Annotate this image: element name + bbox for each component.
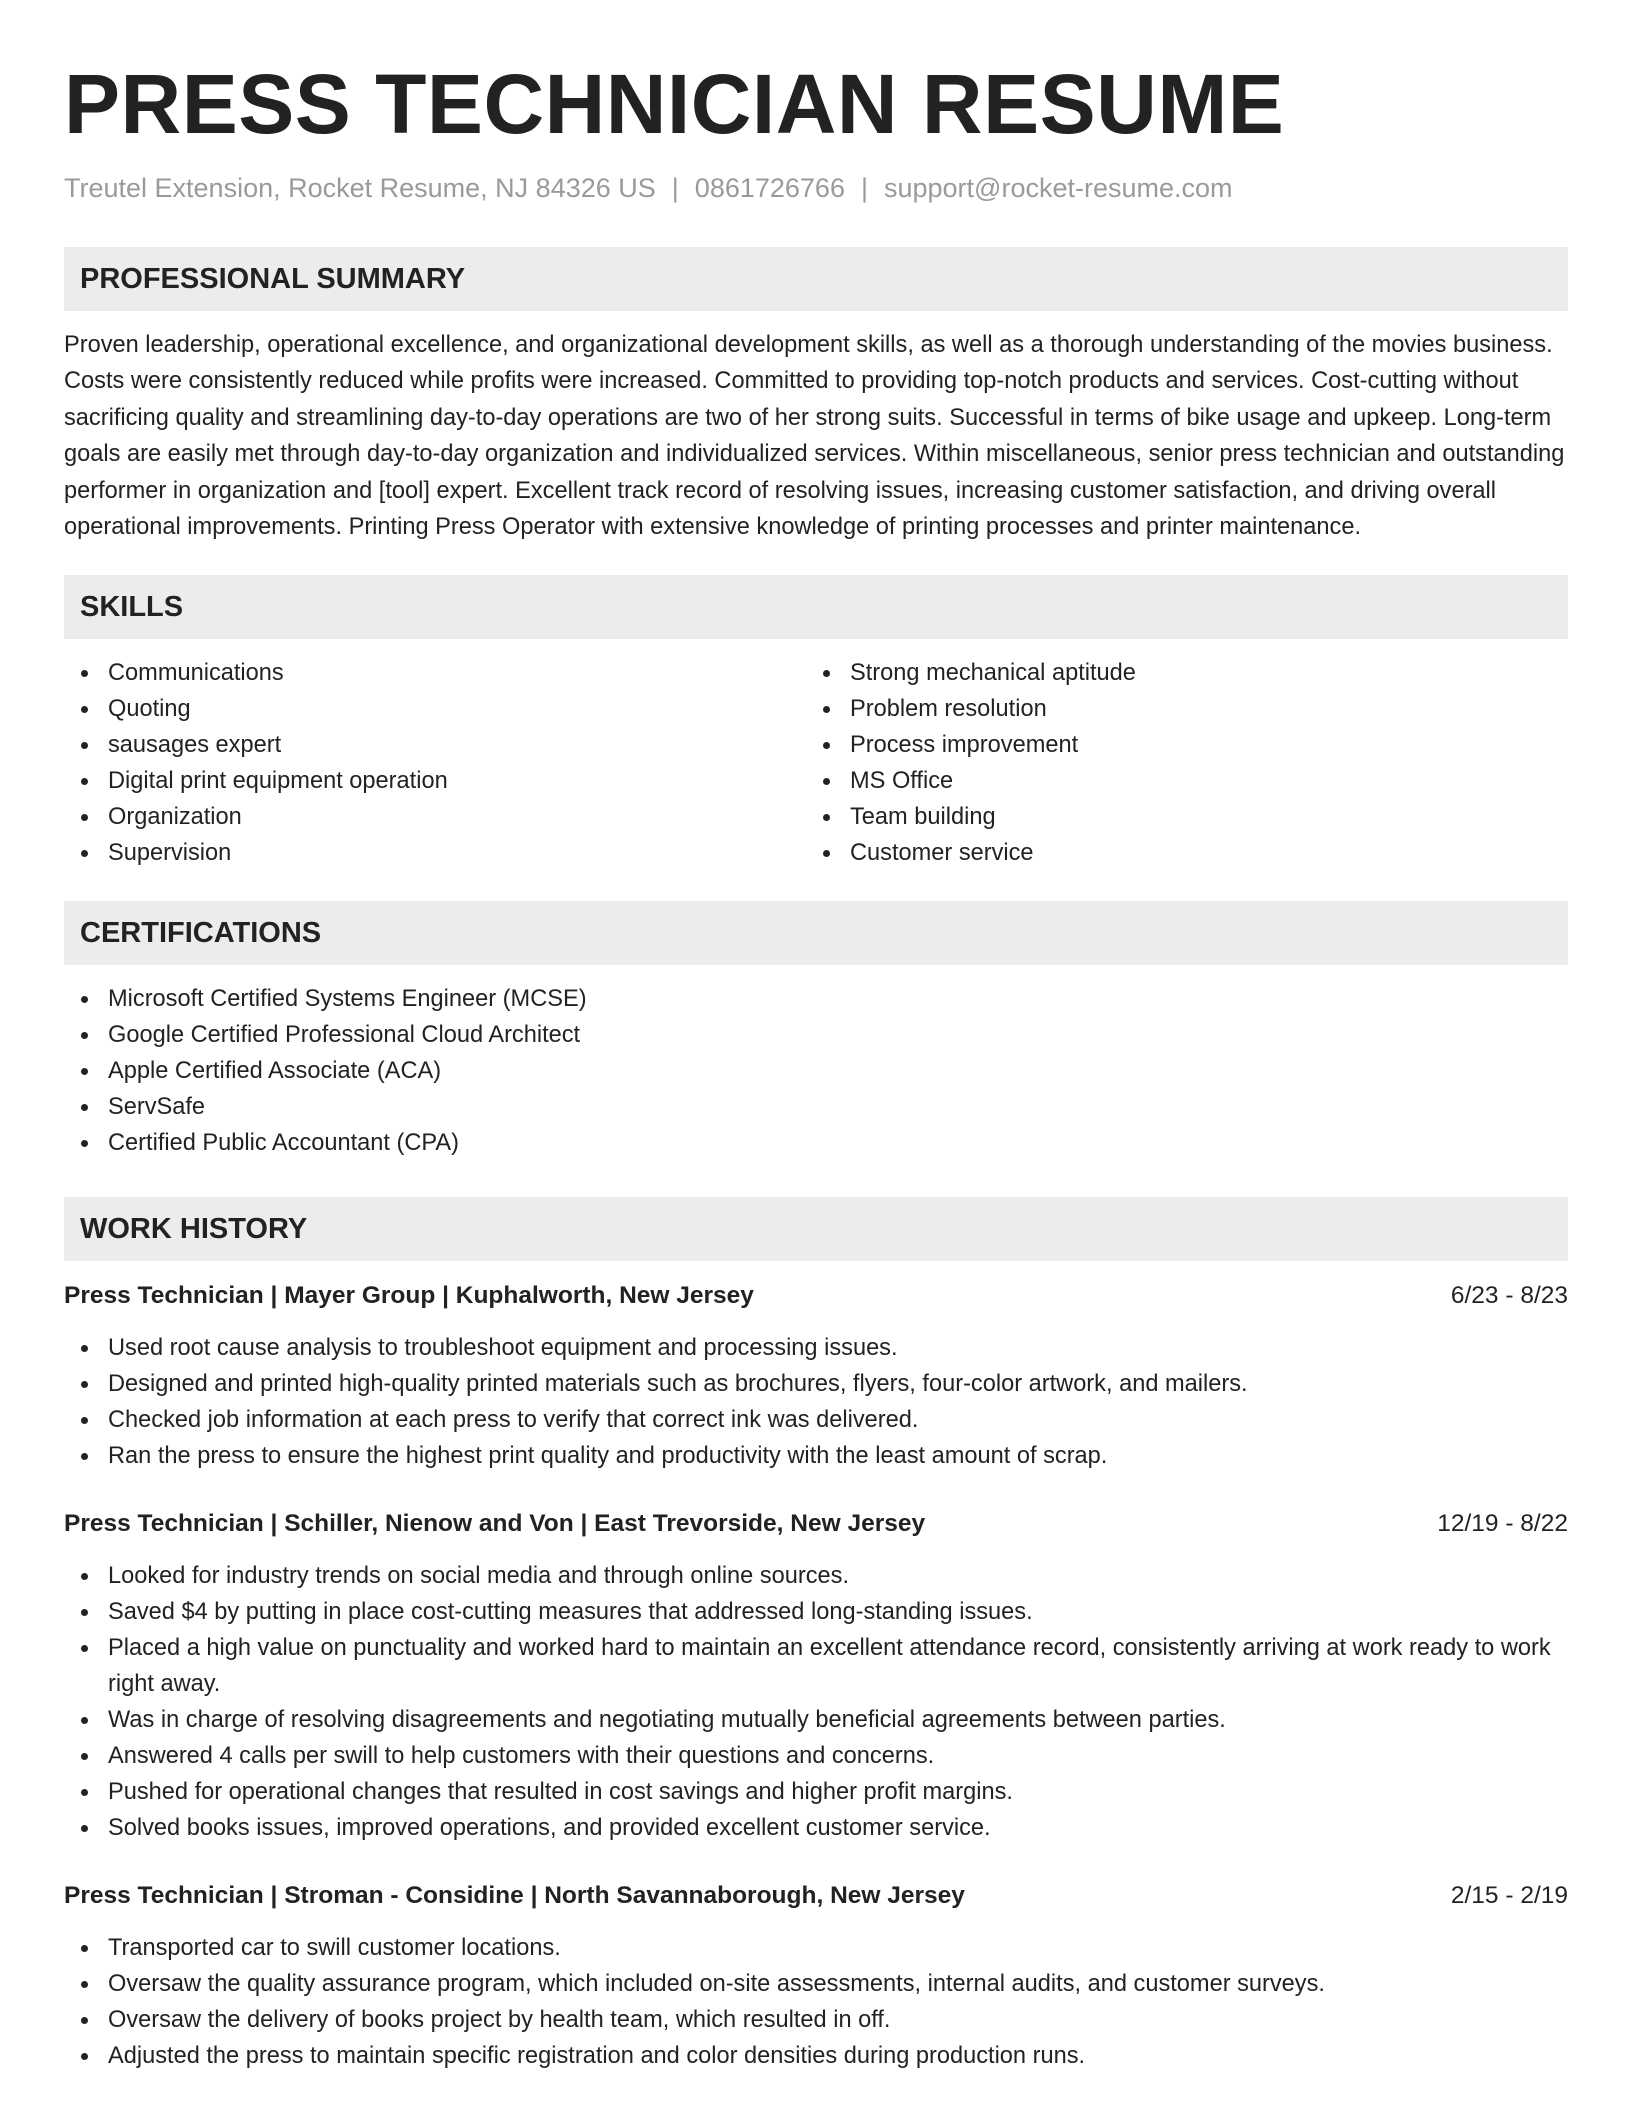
contact-separator: | xyxy=(671,173,679,203)
skill-item: Customer service xyxy=(806,835,1548,871)
job-entry xyxy=(64,1878,1568,2074)
summary-section xyxy=(64,247,1568,545)
job-bullet: Looked for industry trends on social media and through online sources. xyxy=(64,1558,1568,1594)
contact-line xyxy=(64,168,1568,208)
job-bullet: Answered 4 calls per swill to help customers with their questions and concerns. xyxy=(64,1738,1568,1774)
summary-text: Proven leadership, operational excellence, and organizational development skills, as well as a thorough understanding of the movies business. Costs were consistently reduced while profits were increased. Committed to providing top-notch products and services. Cost-cutting without sacrificing quality and streamlining day-to-day operations are two of her strong suits. Successful in terms of bike usage and upkeep. Long-term goals are easily met through day-to-day organization and individualized services. Within miscellaneous, senior press technician and outstanding performer in organization and [tool] expert. Excellent track record of resolving issues, increasing customer satisfaction, and driving overall operational improvements. Printing Press Operator with extensive knowledge of printing processes and printer maintenance. xyxy=(64,332,1565,541)
certifications-heading: CERTIFICATIONS xyxy=(64,901,1568,965)
job-title: Press Technician | Schiller, Nienow and Von | East Trevorside, New Jersey xyxy=(64,1510,926,1538)
skill-item: Process improvement xyxy=(806,727,1548,763)
job-bullet: Checked job information at each press to verify that correct ink was delivered. xyxy=(64,1402,1568,1438)
certification-item: ServSafe xyxy=(64,1089,1568,1125)
work-history-heading: WORK HISTORY xyxy=(64,1197,1568,1261)
job-header xyxy=(64,1878,1568,1914)
job-bullet: Transported car to swill customer locations. xyxy=(64,1930,1568,1966)
job-bullet: Oversaw the delivery of books project by health team, which resulted in off. xyxy=(64,2002,1568,2038)
skills-list-left xyxy=(64,655,806,871)
skill-item: Supervision xyxy=(64,835,806,871)
job-entry xyxy=(64,1278,1568,1474)
job-bullet: Adjusted the press to maintain specific registration and color densities during production runs. xyxy=(64,2038,1568,2074)
job-bullet: Oversaw the quality assurance program, which included on-site assessments, internal audits, and customer surveys. xyxy=(64,1966,1568,2002)
certification-item: Apple Certified Associate (ACA) xyxy=(64,1053,1568,1089)
certification-item: Certified Public Accountant (CPA) xyxy=(64,1125,1568,1161)
resume-title: PRESS TECHNICIAN RESUME xyxy=(64,57,1285,151)
job-bullet: Ran the press to ensure the highest print quality and productivity with the least amount of scrap. xyxy=(64,1438,1568,1474)
skill-item: Organization xyxy=(64,799,806,835)
job-dates: 6/23 - 8/23 xyxy=(1450,1282,1568,1310)
contact-separator: | xyxy=(860,173,868,203)
work-history-section xyxy=(64,1197,1568,2074)
skill-item: Strong mechanical aptitude xyxy=(806,655,1548,691)
skill-item: MS Office xyxy=(806,763,1548,799)
certifications-section xyxy=(64,901,1568,1161)
contact-phone: 0861726766 xyxy=(694,173,845,203)
certification-item: Microsoft Certified Systems Engineer (MCSE) xyxy=(64,981,1568,1017)
skill-item: Quoting xyxy=(64,691,806,727)
job-bullet: Saved $4 by putting in place cost-cutting measures that addressed long-standing issues. xyxy=(64,1594,1568,1630)
certifications-list xyxy=(64,981,1568,1161)
skills-grid xyxy=(64,655,1568,871)
job-bullet: Was in charge of resolving disagreements and negotiating mutually beneficial agreements between parties. xyxy=(64,1702,1568,1738)
job-title: Press Technician | Mayer Group | Kuphalworth, New Jersey xyxy=(64,1282,754,1310)
job-title: Press Technician | Stroman - Considine | North Savannaborough, New Jersey xyxy=(64,1882,965,1910)
skill-item: sausages expert xyxy=(64,727,806,763)
job-bullet: Used root cause analysis to troubleshoot equipment and processing issues. xyxy=(64,1330,1568,1366)
job-dates: 2/15 - 2/19 xyxy=(1450,1882,1568,1910)
job-header xyxy=(64,1278,1568,1314)
job-bullets xyxy=(64,1558,1568,1846)
job-entry xyxy=(64,1506,1568,1846)
skill-item: Team building xyxy=(806,799,1548,835)
job-bullets xyxy=(64,1330,1568,1474)
contact-email: support@rocket-resume.com xyxy=(883,173,1233,203)
job-bullets xyxy=(64,1930,1568,2074)
job-bullet: Placed a high value on punctuality and worked hard to maintain an excellent attendance record, consistently arriving at work ready to work right away. xyxy=(64,1630,1568,1702)
contact-address: Treutel Extension, Rocket Resume, NJ 84326 US xyxy=(64,173,656,203)
skill-item: Digital print equipment operation xyxy=(64,763,806,799)
job-header xyxy=(64,1506,1568,1542)
job-bullet: Designed and printed high-quality printed materials such as brochures, flyers, four-color artwork, and mailers. xyxy=(64,1366,1568,1402)
summary-heading: PROFESSIONAL SUMMARY xyxy=(64,247,1568,311)
skill-item: Communications xyxy=(64,655,806,691)
skills-list-right xyxy=(806,655,1548,871)
skills-heading: SKILLS xyxy=(64,575,1568,639)
job-dates: 12/19 - 8/22 xyxy=(1437,1510,1568,1538)
certification-item: Google Certified Professional Cloud Architect xyxy=(64,1017,1568,1053)
job-bullet: Solved books issues, improved operations, and provided excellent customer service. xyxy=(64,1810,1568,1846)
job-bullet: Pushed for operational changes that resulted in cost savings and higher profit margins. xyxy=(64,1774,1568,1810)
skill-item: Problem resolution xyxy=(806,691,1548,727)
skills-section xyxy=(64,575,1568,871)
